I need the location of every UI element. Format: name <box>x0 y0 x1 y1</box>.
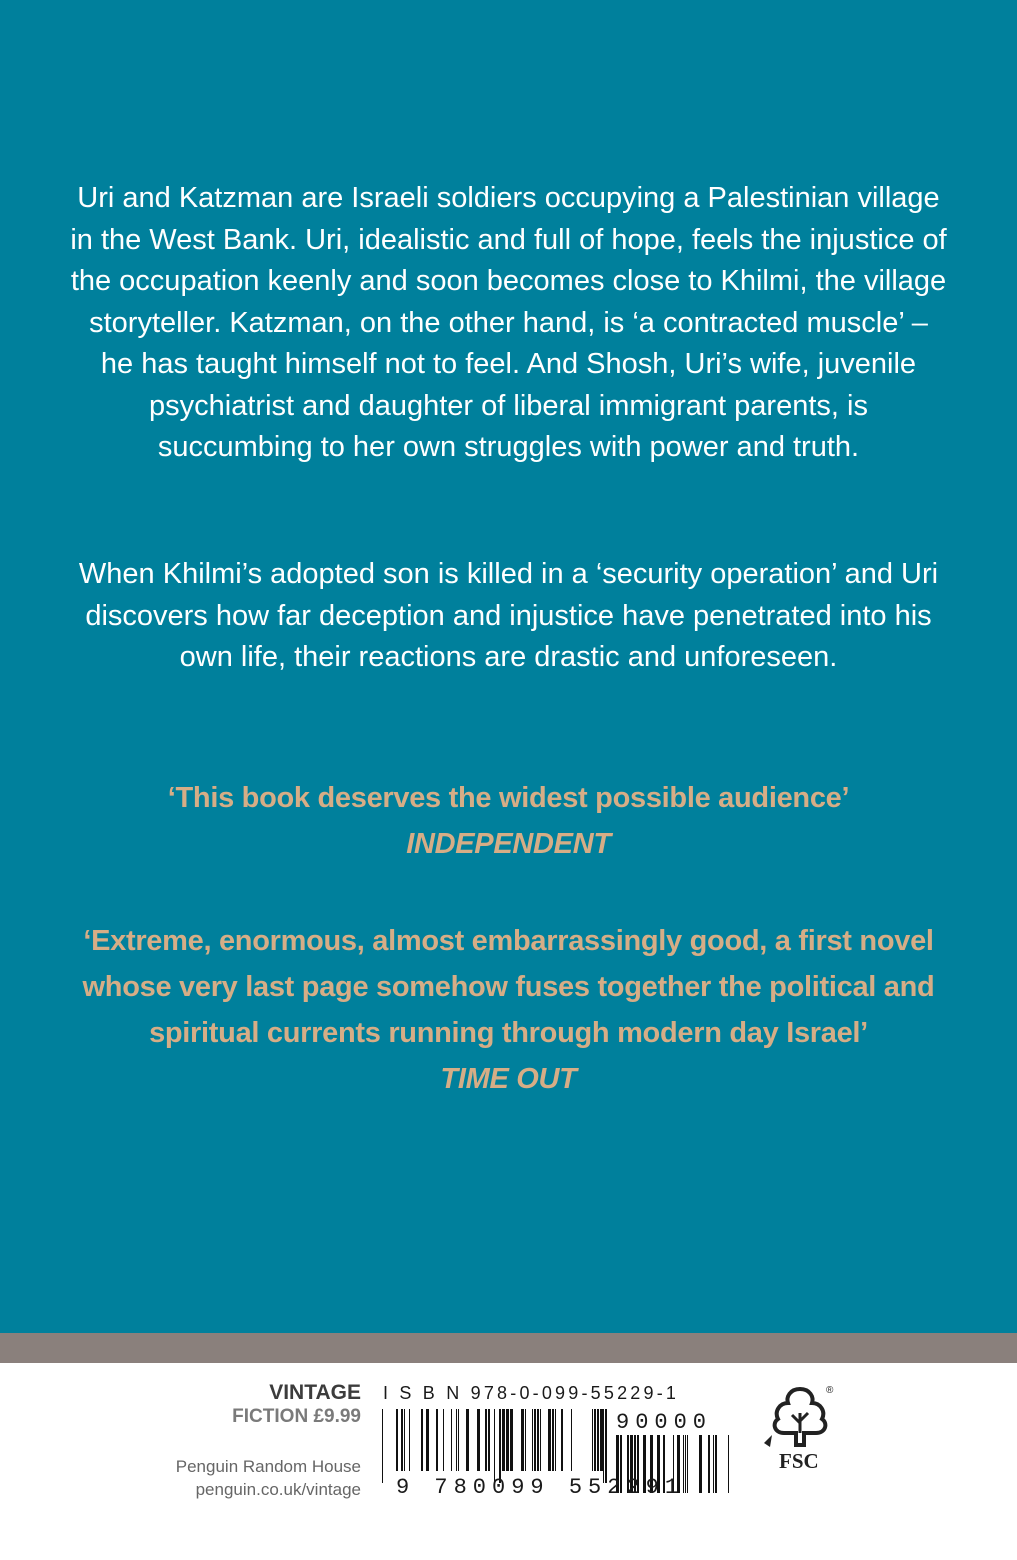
barcode-digits: 9 780099 552291 <box>396 1475 685 1500</box>
review-quote-text: ‘This book deserves the widest possible audience’ <box>167 782 850 814</box>
review-source: INDEPENDENT <box>406 828 611 860</box>
review-source: TIME OUT <box>440 1063 577 1095</box>
isbn-label: I S B N 978-0-099-55229-1 <box>383 1383 680 1403</box>
blurb-paragraph-2: When Khilmi’s adopted son is killed in a ‘security operation’ and Uri discovers how far deception and injustice have penetrated into his own life, their reactions are drastic and unforeseen. <box>78 558 939 673</box>
price-code: 90000 <box>616 1410 713 1435</box>
category-price: FICTION £9.99 <box>232 1406 361 1427</box>
imprint-block <box>232 1381 361 1429</box>
review-quote-1 <box>60 775 957 867</box>
divider-band <box>0 1333 1017 1363</box>
imprint-name: VINTAGE <box>269 1381 361 1404</box>
publisher-block <box>176 1455 361 1501</box>
registered-mark: ® <box>826 1385 834 1396</box>
publisher-name: Penguin Random House <box>175 1457 361 1476</box>
fsc-tree-icon <box>760 1383 840 1453</box>
footer <box>0 1363 1017 1560</box>
publisher-url: penguin.co.uk/vintage <box>195 1480 361 1499</box>
review-quote-text: ‘Extreme, enormous, almost embarrassingly good, a first novel whose very last page somehow fuses together the political and spiritual currents running through modern day Israel’ <box>82 925 935 1049</box>
fsc-label: FSC <box>779 1449 819 1473</box>
blurb-paragraph-1: Uri and Katzman are Israeli soldiers occupying a Palestinian village in the West Bank. Uri, idealistic and full of hope, feels the injustice of the occupation keenly and soon becomes close to Khilmi, the village storyteller. Katzman, on the other hand, is ‘a contracted muscle’ – he has taught himself not to feel. And Shosh, Uri’s wife, juvenile psychiatrist and daughter of liberal immigrant parents, is succumbing to her own struggles with power and truth. <box>70 182 947 463</box>
review-quote-2 <box>60 918 957 1102</box>
